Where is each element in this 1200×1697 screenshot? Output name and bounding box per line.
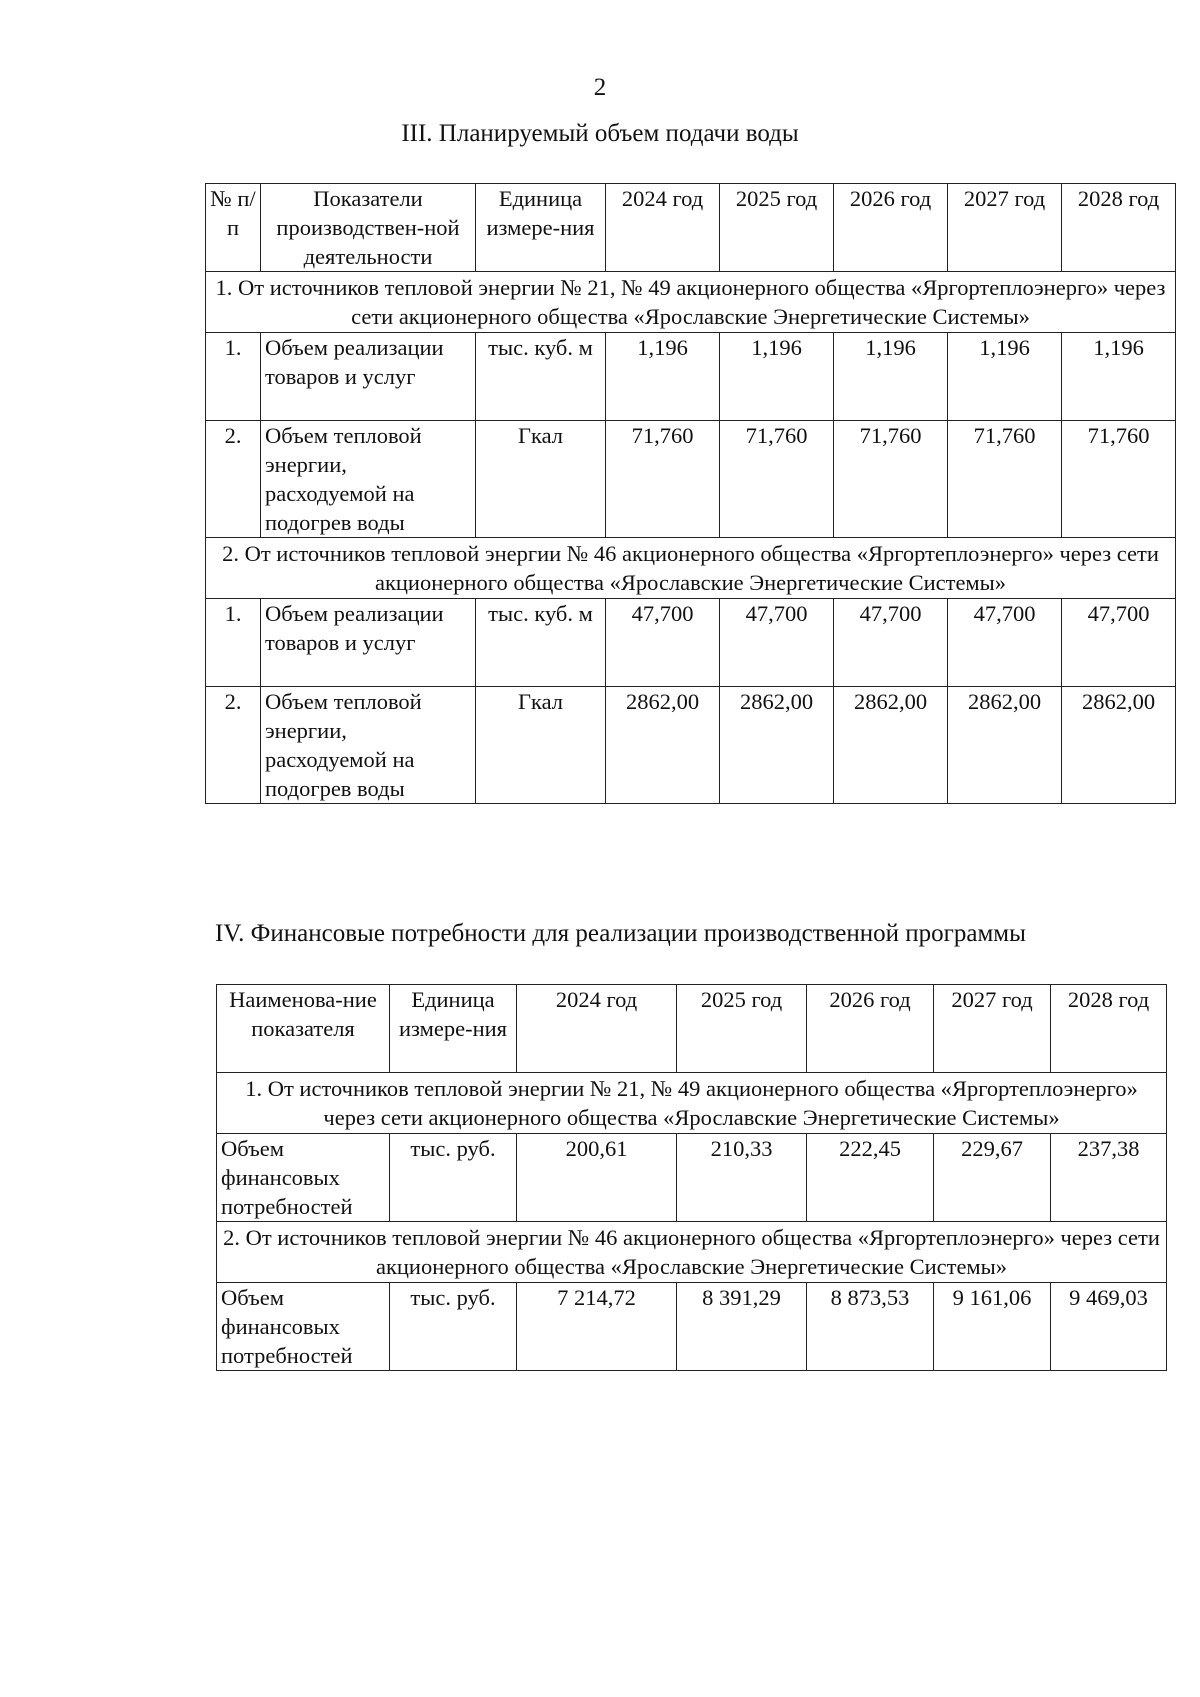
value-cell: 47,700: [1062, 599, 1176, 687]
header-cell: 2025 год: [720, 184, 834, 272]
group-title-row: [217, 1073, 1167, 1134]
header-cell: 2024 год: [517, 985, 677, 1073]
value-cell: 229,67: [934, 1134, 1051, 1222]
value-cell: 1,196: [1062, 333, 1176, 421]
header-cell: 2024 год: [606, 184, 720, 272]
header-cell: № п/п: [206, 184, 261, 272]
table-row: [217, 1134, 1167, 1222]
section3-title: III. Планируемый объем подачи воды: [401, 120, 799, 147]
financial-needs-table: [216, 984, 1167, 1371]
water-supply-table: [205, 183, 1176, 804]
row-name: Объем тепловой энергии, расходуемой на подогрев воды: [261, 687, 476, 804]
table-row: [206, 687, 1176, 804]
value-cell: 47,700: [834, 599, 948, 687]
value-cell: 47,700: [720, 599, 834, 687]
value-cell: 210,33: [677, 1134, 807, 1222]
value-cell: 71,760: [948, 421, 1062, 538]
table-row: [206, 333, 1176, 421]
row-name: Объем реализации товаров и услуг: [261, 599, 476, 687]
value-cell: 222,45: [807, 1134, 934, 1222]
row-name: Объем тепловой энергии, расходуемой на подогрев воды: [261, 421, 476, 538]
value-cell: 8 391,29: [677, 1283, 807, 1371]
header-cell: 2025 год: [677, 985, 807, 1073]
value-cell: 1,196: [948, 333, 1062, 421]
page-number: 2: [593, 74, 607, 101]
header-cell: Наименова-ние показателя: [217, 985, 390, 1073]
value-cell: 8 873,53: [807, 1283, 934, 1371]
value-cell: 2862,00: [834, 687, 948, 804]
group-title: 2. От источников тепловой энергии № 46 акционерного общества «Яргортеплоэнерго» через сети акционерного общества «Ярославские Энергетические Системы»: [217, 1222, 1167, 1283]
row-number: 1.: [206, 333, 261, 421]
row-unit: Гкал: [476, 687, 606, 804]
value-cell: 71,760: [606, 421, 720, 538]
value-cell: 1,196: [834, 333, 948, 421]
row-name: Объем финансовых потребностей: [217, 1283, 390, 1371]
row-number: 2.: [206, 421, 261, 538]
row-number: 1.: [206, 599, 261, 687]
table-row: [206, 421, 1176, 538]
value-cell: 200,61: [517, 1134, 677, 1222]
group-title-row: [206, 538, 1176, 599]
header-cell: Единица измере-ния: [390, 985, 517, 1073]
row-unit: тыс. куб. м: [476, 599, 606, 687]
header-cell: 2028 год: [1051, 985, 1167, 1073]
header-cell: 2026 год: [807, 985, 934, 1073]
group-title: 1. От источников тепловой энергии № 21, № 49 акционерного общества «Яргортеплоэнерго» через сети акционерного общества «Ярославские Энергетические Системы»: [206, 272, 1176, 333]
group-title: 1. От источников тепловой энергии № 21, № 49 акционерного общества «Яргортеплоэнерго» через сети акционерного общества «Ярославские Энергетические Системы»: [217, 1073, 1167, 1134]
group-title: 2. От источников тепловой энергии № 46 акционерного общества «Яргортеплоэнерго» через сети акционерного общества «Ярославские Энергетические Системы»: [206, 538, 1176, 599]
value-cell: 2862,00: [1062, 687, 1176, 804]
table-row: [206, 599, 1176, 687]
value-cell: 237,38: [1051, 1134, 1167, 1222]
row-unit: тыс. руб.: [390, 1283, 517, 1371]
row-unit: Гкал: [476, 421, 606, 538]
value-cell: 1,196: [720, 333, 834, 421]
table-row: [217, 1283, 1167, 1371]
value-cell: 1,196: [606, 333, 720, 421]
value-cell: 47,700: [948, 599, 1062, 687]
header-cell: 2027 год: [948, 184, 1062, 272]
row-unit: тыс. руб.: [390, 1134, 517, 1222]
section4-title: IV. Финансовые потребности для реализации производственной программы: [215, 920, 1026, 947]
value-cell: 71,760: [834, 421, 948, 538]
header-cell: 2026 год: [834, 184, 948, 272]
value-cell: 9 469,03: [1051, 1283, 1167, 1371]
value-cell: 47,700: [606, 599, 720, 687]
table-header-row: [206, 184, 1176, 272]
group-title-row: [206, 272, 1176, 333]
header-cell: Показатели производствен-ной деятельности: [261, 184, 476, 272]
row-name: Объем реализации товаров и услуг: [261, 333, 476, 421]
value-cell: 71,760: [1062, 421, 1176, 538]
value-cell: 2862,00: [948, 687, 1062, 804]
row-number: 2.: [206, 687, 261, 804]
row-name: Объем финансовых потребностей: [217, 1134, 390, 1222]
header-cell: 2027 год: [934, 985, 1051, 1073]
header-cell: Единица измере-ния: [476, 184, 606, 272]
value-cell: 9 161,06: [934, 1283, 1051, 1371]
table-header-row: [217, 985, 1167, 1073]
value-cell: 2862,00: [720, 687, 834, 804]
value-cell: 71,760: [720, 421, 834, 538]
value-cell: 2862,00: [606, 687, 720, 804]
group-title-row: [217, 1222, 1167, 1283]
value-cell: 7 214,72: [517, 1283, 677, 1371]
row-unit: тыс. куб. м: [476, 333, 606, 421]
header-cell: 2028 год: [1062, 184, 1176, 272]
